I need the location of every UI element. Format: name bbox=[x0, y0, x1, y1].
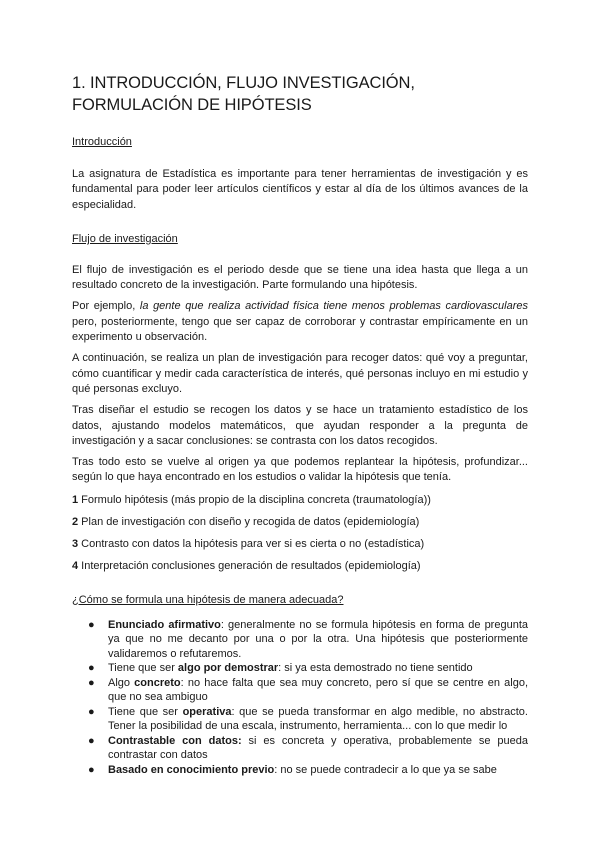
bullet-icon: ● bbox=[88, 705, 95, 718]
item-text: Algo bbox=[108, 676, 135, 689]
flujo-p2-start: Por ejemplo, bbox=[72, 300, 140, 313]
item-bold: concreto bbox=[134, 676, 181, 689]
item-bold: algo por demostrar bbox=[177, 662, 279, 675]
step-text: Contrasto con datos la hipótesis para ver si es cierta o no (estadística) bbox=[78, 537, 425, 550]
list-item bbox=[72, 734, 528, 763]
item-text: Tiene que ser bbox=[108, 705, 183, 718]
list-item bbox=[72, 618, 528, 662]
bullet-icon: ● bbox=[88, 676, 95, 689]
item-bold: operativa bbox=[182, 705, 232, 718]
item-bold: Basado en conocimiento previo bbox=[108, 763, 275, 776]
bullet-icon: ● bbox=[88, 618, 95, 631]
item-bold: Enunciado afirmativo bbox=[108, 618, 221, 631]
item-text: : si ya esta demostrado no tiene sentido bbox=[278, 662, 473, 675]
flujo-paragraph-4: Tras diseñar el estudio se recogen los datos y se hace un tratamiento estadístico de los datos, ajustando modelos matemáticos, que ayudan responder a la pregunta de investigación y a sacar conclusiones: se contrasta con los datos recogidos. bbox=[72, 404, 528, 447]
step-text: Formulo hipótesis (más propio de la disciplina concreta (traumatología)) bbox=[78, 493, 431, 506]
item-text: : no se puede contradecir a lo que ya se sabe bbox=[274, 763, 497, 776]
criteria-list bbox=[72, 618, 528, 778]
step-number: 1 bbox=[72, 493, 79, 506]
step-3 bbox=[72, 537, 528, 552]
bullet-icon: ● bbox=[88, 763, 95, 776]
flujo-paragraph-1: El flujo de investigación es el periodo desde que se tiene una idea hasta que llega a un resultado concreto de la investigación. Parte formulando una hipótesis. bbox=[72, 263, 528, 292]
intro-paragraph: La asignatura de Estadística es importante para tener herramientas de investigación y es fundamental para poder leer artículos científicos y estar al día de los últimos avances de la especialidad. bbox=[72, 168, 528, 211]
step-number: 4 bbox=[72, 559, 79, 572]
step-number: 2 bbox=[72, 515, 79, 528]
section-heading-introduccion: Introducción bbox=[72, 136, 132, 148]
bullet-icon: ● bbox=[88, 662, 95, 675]
step-4 bbox=[72, 559, 528, 574]
flujo-paragraph-3: A continuación, se realiza un plan de investigación para recoger datos: qué voy a preguntar, cómo cuantificar y medir cada característica de interés, qué personas incluyo en mi estudio y qué personas excluyo. bbox=[72, 352, 528, 395]
page-title: 1. INTRODUCCIÓN, FLUJO INVESTIGACIÓN, FORMULACIÓN DE HIPÓTESIS bbox=[72, 74, 415, 114]
list-item bbox=[72, 661, 528, 676]
item-text: : no hace falta que sea muy concreto, pero sí que se centre en algo, que no sea ambiguo bbox=[108, 676, 528, 704]
item-text: : que se pueda transformar en algo medible, no abstracto. Tener la posibilidad de una escala, instrumento, herramienta... con lo que medir lo bbox=[108, 705, 528, 733]
step-number: 3 bbox=[72, 537, 79, 550]
section-heading-flujo: Flujo de investigación bbox=[72, 232, 178, 245]
bullet-icon: ● bbox=[88, 734, 95, 747]
item-text: si es concreta y operativa, probablemente se pueda contrastar con datos bbox=[108, 734, 528, 762]
section-heading-formula: ¿Cómo se formula una hipótesis de manera adecuada? bbox=[72, 593, 344, 606]
step-text: Plan de investigación con diseño y recogida de datos (epidemiología) bbox=[78, 515, 420, 528]
flujo-paragraph-5: Tras todo esto se vuelve al origen ya que podemos replantear la hipótesis, profundizar... según lo que haya encontrado en los estudios o validar la hipótesis que tenía. bbox=[72, 456, 528, 484]
step-text: Interpretación conclusiones generación de resultados (epidemiología) bbox=[78, 559, 421, 572]
item-bold: Contrastable con datos: bbox=[108, 734, 242, 747]
item-text: Tiene que ser bbox=[108, 662, 178, 675]
step-2 bbox=[72, 515, 528, 530]
flujo-paragraph-2 bbox=[72, 299, 528, 345]
flujo-p2-end: pero, posteriormente, tengo que ser capaz de corroborar y contrastar empíricamente en un experimento u observación. bbox=[72, 315, 528, 344]
list-item bbox=[72, 705, 528, 734]
step-1 bbox=[72, 493, 528, 508]
list-item bbox=[72, 763, 528, 778]
item-text: : generalmente no se formula hipótesis en forma de pregunta ya que no me decanto por una o por la otra. Una hipótesis que posteriormente validaremos o refutaremos. bbox=[108, 618, 528, 660]
list-item bbox=[72, 676, 528, 705]
flujo-p2-example: la gente que realiza actividad física tiene menos problemas cardiovasculares bbox=[139, 300, 528, 313]
document-page bbox=[72, 72, 528, 777]
